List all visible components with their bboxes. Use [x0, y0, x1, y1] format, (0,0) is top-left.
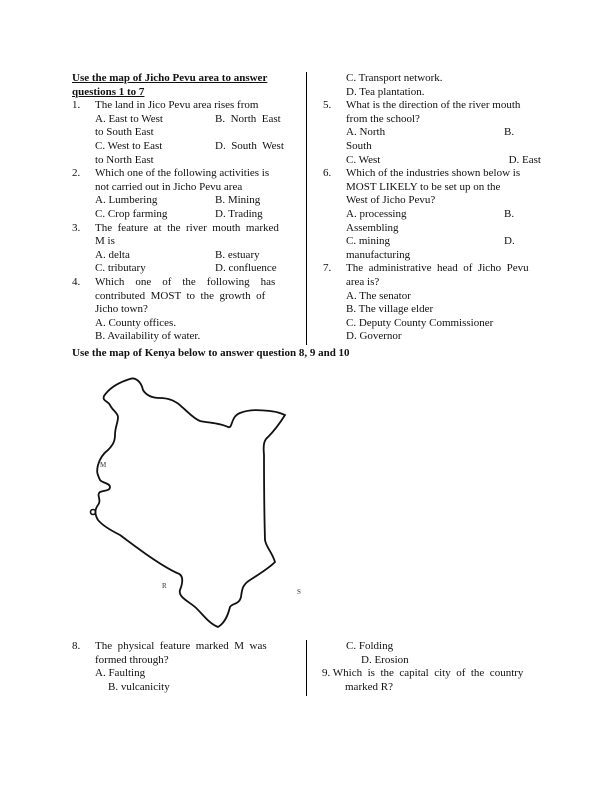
- option-b: B. The village elder: [346, 303, 434, 316]
- option-d: D. confluence: [215, 262, 277, 275]
- question-text: contributed MOST to the growth of: [95, 289, 266, 302]
- question-number: 7.: [323, 262, 332, 275]
- question-3: [72, 222, 290, 276]
- option-d: D.: [504, 235, 515, 248]
- question-8-continued: [323, 640, 541, 667]
- question-2: [72, 167, 290, 221]
- option-b: B. North East: [215, 112, 281, 125]
- question-text: from the school?: [346, 112, 420, 125]
- question-text: What is the direction of the river mouth: [346, 99, 521, 112]
- option-c: C. West: [346, 153, 381, 166]
- question-number: 2.: [72, 167, 81, 180]
- options: [95, 249, 290, 276]
- option-c: C. Transport network.: [346, 72, 443, 84]
- option-c: C. tributary: [95, 262, 146, 275]
- option-b: B. vulcanicity: [108, 680, 170, 693]
- question-text: Which one of the following has: [95, 275, 276, 288]
- question-8: [72, 640, 290, 694]
- options: [346, 235, 541, 249]
- right-column: [323, 72, 541, 344]
- option-b-continued: South: [346, 139, 372, 152]
- question-text: 9. Which is the capital city of the country: [322, 667, 524, 680]
- option-d: D. South West: [215, 139, 284, 152]
- question-number: 4.: [72, 275, 81, 288]
- question-number: 5.: [323, 99, 332, 112]
- question-text: The physical feature marked M was: [95, 640, 267, 652]
- bottom-left-column: [72, 640, 290, 694]
- question-text: MOST LIKELY to be set up on the: [346, 180, 501, 193]
- question-text: formed through?: [95, 653, 169, 666]
- map-label-m: M: [100, 461, 107, 469]
- question-4: [72, 276, 290, 344]
- option-a: A. The senator: [346, 289, 411, 302]
- question-text: The land in Jico Pevu area rises from: [95, 99, 259, 112]
- question-number: 8.: [72, 640, 81, 652]
- option-d-continued: manufacturing: [346, 248, 411, 261]
- question-number: 1.: [72, 99, 81, 112]
- options: [346, 154, 541, 168]
- question-number: 6.: [323, 167, 332, 180]
- column-divider: [306, 640, 307, 696]
- option-d: D. East: [508, 153, 541, 166]
- question-text: Which one of the following activities is: [95, 167, 270, 180]
- question-text: Which of the industries shown below is: [346, 167, 521, 180]
- option-b-continued: to South East: [95, 126, 154, 139]
- question-text: marked R?: [345, 680, 393, 693]
- option-a: A. delta: [95, 248, 130, 261]
- left-column: [72, 72, 290, 344]
- question-5: [323, 99, 541, 167]
- option-b-continued: Assembling: [346, 221, 399, 234]
- question-text: Jicho town?: [95, 303, 148, 316]
- question-number: 3.: [72, 221, 81, 234]
- map-label-r: R: [162, 582, 167, 590]
- option-a: A. East to West: [95, 112, 163, 125]
- options: [95, 113, 290, 127]
- question-1: [72, 99, 290, 167]
- kenya-outline-icon: [80, 365, 320, 630]
- option-d-continued: to North East: [95, 153, 154, 166]
- option-b: B. estuary: [215, 248, 260, 261]
- question-text: The administrative head of Jicho Pevu: [346, 262, 529, 275]
- map-label-s: S: [297, 588, 301, 596]
- option-c: C. West to East: [95, 139, 163, 152]
- section-heading-jicho-pevu: Use the map of Jicho Pevu area to answer questions 1 to 7: [72, 72, 268, 98]
- option-c: C. Folding: [346, 640, 394, 652]
- question-text: area is?: [346, 275, 380, 288]
- option-a: A. processing: [346, 207, 407, 220]
- option-a: A. Faulting: [95, 667, 146, 680]
- option-b: B.: [504, 126, 515, 139]
- question-6: [323, 167, 541, 262]
- options: [95, 194, 290, 221]
- options: [346, 126, 541, 140]
- question-text: M is: [95, 235, 115, 248]
- question-4-continued: [323, 72, 541, 99]
- option-a: A. North: [346, 126, 386, 139]
- kenya-map: [80, 365, 320, 630]
- question-text: West of Jicho Pevu?: [346, 194, 436, 207]
- option-a: A. County offices.: [95, 316, 177, 329]
- option-d: D. Governor: [346, 330, 402, 343]
- option-a: A. Lumbering: [95, 194, 158, 207]
- option-d: D. Erosion: [361, 653, 409, 666]
- option-c: C. Crop farming: [95, 207, 168, 220]
- option-b: B. Availability of water.: [95, 330, 201, 343]
- question-text: The feature at the river mouth marked: [95, 221, 279, 234]
- options: [346, 208, 541, 222]
- option-b: B.: [504, 207, 515, 220]
- section-heading-kenya-map: Use the map of Kenya below to answer question 8, 9 and 10: [72, 347, 350, 359]
- question-text: not carried out in Jicho Pevu area: [95, 180, 243, 193]
- options: [95, 140, 290, 154]
- column-divider: [306, 72, 307, 345]
- option-d: D. Trading: [215, 207, 263, 220]
- option-b: B. Mining: [215, 194, 261, 207]
- bottom-right-column: [323, 640, 541, 694]
- question-7: [323, 262, 541, 344]
- option-c: C. mining: [346, 235, 391, 248]
- option-c: C. Deputy County Commissioner: [346, 316, 494, 329]
- question-9: [322, 667, 541, 694]
- option-d: D. Tea plantation.: [346, 85, 425, 98]
